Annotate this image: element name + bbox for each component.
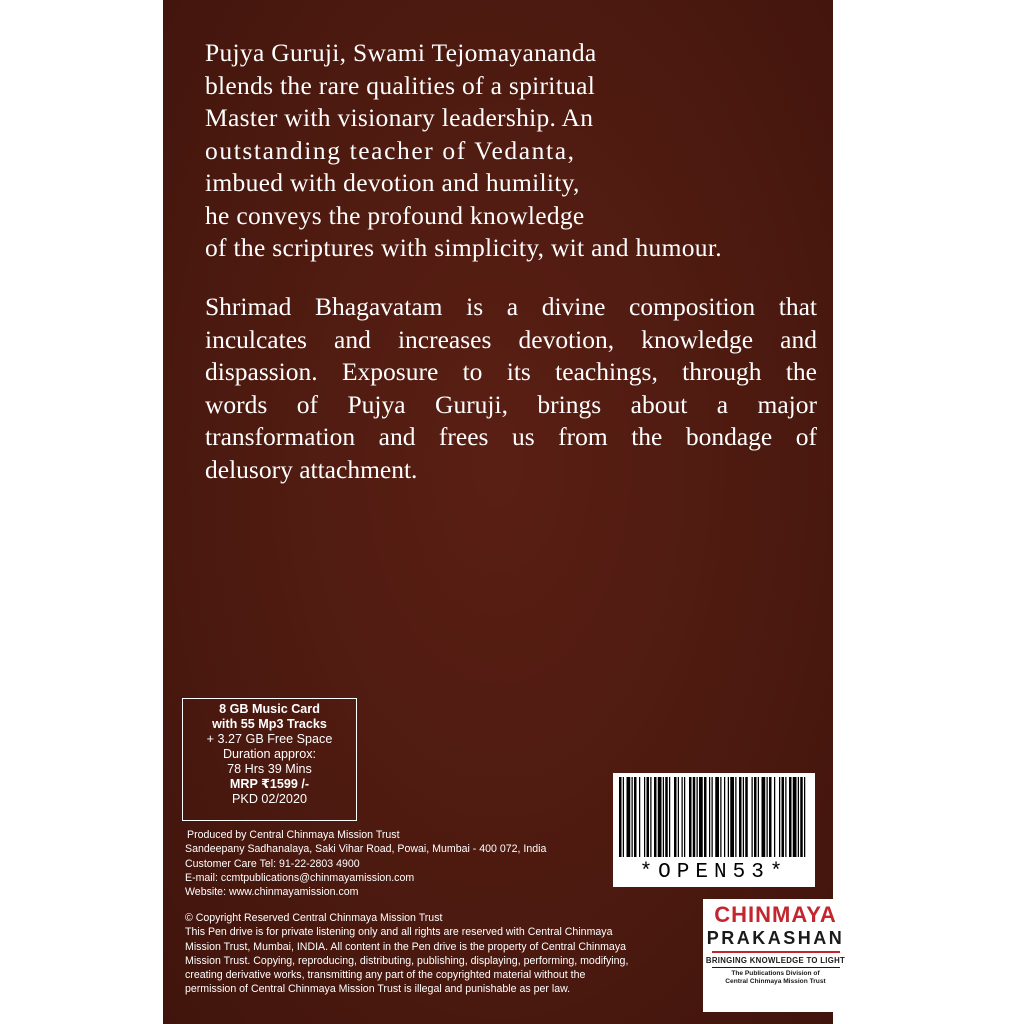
barcode-bar (730, 777, 734, 857)
barcode-bar (665, 777, 668, 857)
customer-care-phone: Customer Care Tel: 91-22-2803 4900 (185, 857, 360, 870)
copyright-line: This Pen drive is for private listening only and all rights are reserved with Central Chinmaya (185, 926, 613, 939)
barcode-bar (663, 777, 664, 857)
description-line: dispassion. Exposure to its teachings, through the (205, 357, 817, 386)
logo-division-line1: The Publications Division of (731, 970, 820, 977)
barcode-bar (644, 777, 645, 857)
barcode-bar (627, 777, 631, 857)
product-packed-date: PKD 02/2020 (232, 792, 307, 806)
product-free-space: + 3.27 GB Free Space (206, 732, 333, 746)
barcode-bar (654, 777, 657, 857)
product-capacity: 8 GB Music Card (219, 702, 320, 716)
barcode-bar (754, 777, 757, 857)
copyright-line: permission of Central Chinmaya Mission Trust is illegal and punishable as per law. (185, 983, 571, 996)
author-line: he conveys the profound knowledge (205, 200, 585, 230)
barcode-bar (684, 777, 685, 857)
barcode-bar (789, 777, 792, 857)
logo-tagline: BRINGING KNOWLEDGE TO LIGHT (705, 956, 846, 965)
logo-name-bottom: PRAKASHAN (706, 928, 845, 948)
barcode-bar (743, 777, 744, 857)
barcode-bar (689, 777, 692, 857)
copyright-line: © Copyright Reserved Central Chinmaya Mission Trust (185, 912, 443, 924)
author-line: Master with visionary leadership. An (205, 103, 594, 132)
author-line: of the scriptures with simplicity, wit and humour. (205, 233, 722, 262)
barcode-bar (745, 777, 748, 857)
barcode-bar (735, 777, 736, 857)
barcode-bar (798, 777, 799, 857)
barcode-bar (709, 777, 710, 857)
author-paragraph (205, 37, 805, 265)
barcode-bar (728, 777, 729, 857)
barcode-bar (793, 777, 797, 857)
product-duration-label: Duration approx: (222, 747, 317, 761)
publisher-website: Website: www.chinmayamission.com (185, 886, 359, 899)
back-cover (163, 0, 846, 1024)
barcode-bar (758, 777, 759, 857)
description-line: inculcates and increases devotion, knowledge and (205, 324, 817, 354)
barcode-bar (669, 777, 670, 857)
logo-name-top: CHINMAYA (714, 902, 837, 927)
barcode-bar (739, 777, 742, 857)
barcode-bar (693, 777, 696, 857)
barcode-bar (800, 777, 803, 857)
barcode-bar (682, 777, 683, 857)
barcode-bar (678, 777, 679, 857)
publisher-email: E-mail: ccmtpublications@chinmayamission.com (185, 871, 415, 884)
product-tracks: with 55 Mp3 Tracks (212, 717, 327, 731)
description-line: Shrimad Bhagavatam is a divine composition that (205, 292, 817, 321)
barcode-bar (623, 777, 624, 857)
chinmaya-prakashan-logo (703, 899, 848, 1012)
barcode-bar (804, 777, 805, 857)
description-line: delusory attachment. (205, 454, 418, 484)
barcode-bar (752, 777, 753, 857)
book-description-paragraph (205, 291, 817, 486)
description-line: transformation and frees us from the bondage of (205, 422, 817, 451)
copyright-notice (185, 911, 690, 997)
produced-by: Produced by Central Chinmaya Mission Trust (187, 829, 400, 841)
barcode-bar (699, 777, 703, 857)
barcode-bar (650, 777, 651, 857)
barcode-bars (613, 773, 815, 859)
barcode-bar (634, 777, 637, 857)
logo-division-line2: Central Chinmaya Mission Trust (725, 978, 826, 985)
barcode-bar (724, 777, 725, 857)
barcode-bar (619, 777, 622, 857)
publisher-address: Sandeepany Sadhanalaya, Saki Vihar Road, Powai, Mumbai - 400 072, India (185, 843, 547, 856)
copyright-line: Mission Trust, Mumbai, INDIA. All content in the Pen drive is the property of Central Chinmaya (185, 940, 627, 953)
barcode-bar (762, 777, 766, 857)
product-price: MRP ₹1599 /- (229, 777, 310, 791)
barcode-bar (779, 777, 780, 857)
logo-rule-thin (712, 967, 840, 968)
author-line: Pujya Guruji, Swami Tejomayananda (205, 38, 597, 67)
description-line: words of Pujya Guruji, brings about a major (205, 389, 817, 419)
barcode-bar (767, 777, 768, 857)
barcode-bar (715, 777, 719, 857)
author-line: blends the rare qualities of a spiritual (205, 70, 596, 100)
barcode-bar (782, 777, 785, 857)
logo-rule (712, 951, 840, 953)
copyright-line: Mission Trust. Copying, reproducing, distributing, publishing, displaying, performing, modifying, (185, 954, 629, 967)
barcode-bar (785, 777, 786, 857)
barcode-bar (674, 777, 677, 857)
product-duration: 78 Hrs 39 Mins (227, 762, 312, 776)
barcode-bar (632, 777, 633, 857)
barcode-text: *OPEN53* (639, 861, 789, 884)
barcode-bar (769, 777, 772, 857)
barcode-bar (697, 777, 698, 857)
barcode-bar (720, 777, 721, 857)
author-line: imbued with devotion and humility, (205, 168, 580, 197)
barcode (613, 773, 815, 887)
product-info-box (182, 698, 357, 821)
barcode-bar (647, 777, 650, 857)
copyright-line: creating derivative works, transmitting any part of the copyrighted material without the (185, 969, 586, 982)
author-line: outstanding teacher of Vedanta, (205, 135, 576, 165)
barcode-bar (704, 777, 707, 857)
barcode-bar (712, 777, 713, 857)
publisher-info (185, 828, 546, 899)
barcode-bar (774, 777, 775, 857)
barcode-bar (639, 777, 640, 857)
barcode-bar (658, 777, 662, 857)
